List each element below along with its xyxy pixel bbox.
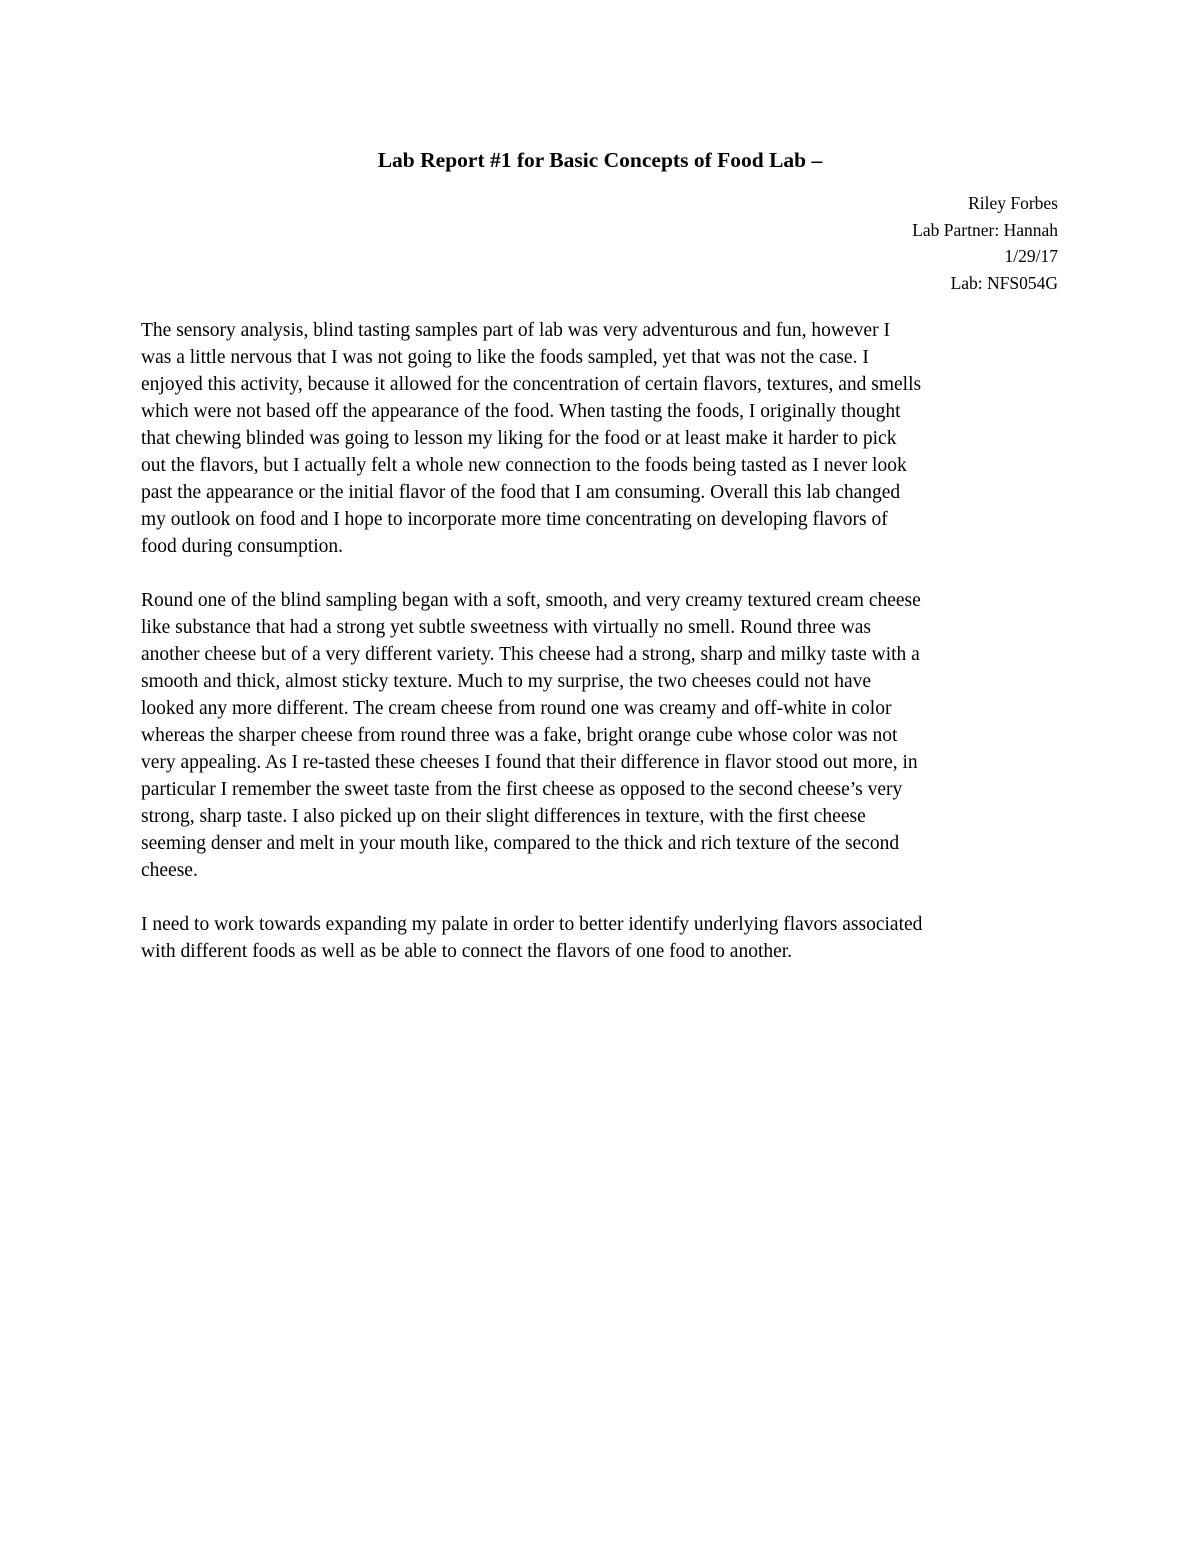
paragraph-line: was a little nervous that I was not going to like the foods sampled, yet that was not the case. I [141, 347, 869, 368]
paragraph-cheese-rounds [141, 587, 1091, 884]
author-info-block [658, 190, 1058, 296]
document-title: Lab Report #1 for Basic Concepts of Food Lab – [377, 148, 823, 172]
author-name: Riley Forbes [968, 193, 1058, 213]
paragraph-line: whereas the sharper cheese from round three was a fake, bright orange cube whose color was not [141, 725, 898, 746]
paragraph-sensory-analysis [141, 317, 1091, 560]
paragraph-line: past the appearance or the initial flavor of the food that I am consuming. Overall this lab changed [141, 482, 901, 503]
paragraph-line: seeming denser and melt in your mouth like, compared to the thick and rich texture of the second [141, 833, 900, 854]
paragraph-conclusion [141, 911, 1091, 965]
paragraph-line: very appealing. As I re-tasted these cheeses I found that their difference in flavor stood out more, in [141, 752, 918, 773]
report-date: 1/29/17 [1004, 246, 1058, 266]
report-body [141, 317, 1091, 992]
paragraph-line: like substance that had a strong yet subtle sweetness with virtually no smell. Round three was [141, 617, 872, 638]
paragraph-line: that chewing blinded was going to lesson my liking for the food or at least make it harder to pick [141, 428, 897, 449]
lab-partner: Lab Partner: Hannah [912, 219, 1058, 240]
paragraph-line: strong, sharp taste. I also picked up on their slight differences in texture, with the first cheese [141, 806, 866, 827]
paragraph-line: out the flavors, but I actually felt a whole new connection to the foods being tasted as I never look [141, 455, 907, 476]
lab-code: Lab: NFS054G [950, 272, 1058, 293]
paragraph-line: cheese. [141, 860, 198, 881]
paragraph-line: food during consumption. [141, 536, 344, 557]
paragraph-line: The sensory analysis, blind tasting samples part of lab was very adventurous and fun, however I [141, 320, 890, 341]
paragraph-line: enjoyed this activity, because it allowed for the concentration of certain flavors, textures, and smells [141, 374, 922, 395]
paragraph-line: with different foods as well as be able to connect the flavors of one food to another. [141, 941, 793, 962]
paragraph-line: I need to work towards expanding my palate in order to better identify underlying flavors associated [141, 914, 923, 935]
paragraph-line: particular I remember the sweet taste from the first cheese as opposed to the second cheese’s very [141, 779, 903, 800]
paragraph-line: which were not based off the appearance of the food. When tasting the foods, I originally thought [141, 401, 901, 422]
paragraph-line: looked any more different. The cream cheese from round one was creamy and off-white in color [141, 698, 892, 719]
paragraph-line: smooth and thick, almost sticky texture. Much to my surprise, the two cheeses could not have [141, 671, 872, 692]
paragraph-line: Round one of the blind sampling began with a soft, smooth, and very creamy textured cream cheese [141, 590, 921, 611]
paragraph-line: another cheese but of a very different variety. This cheese had a strong, sharp and milky taste with a [141, 644, 920, 665]
paragraph-line: my outlook on food and I hope to incorporate more time concentrating on developing flavors of [141, 509, 888, 530]
